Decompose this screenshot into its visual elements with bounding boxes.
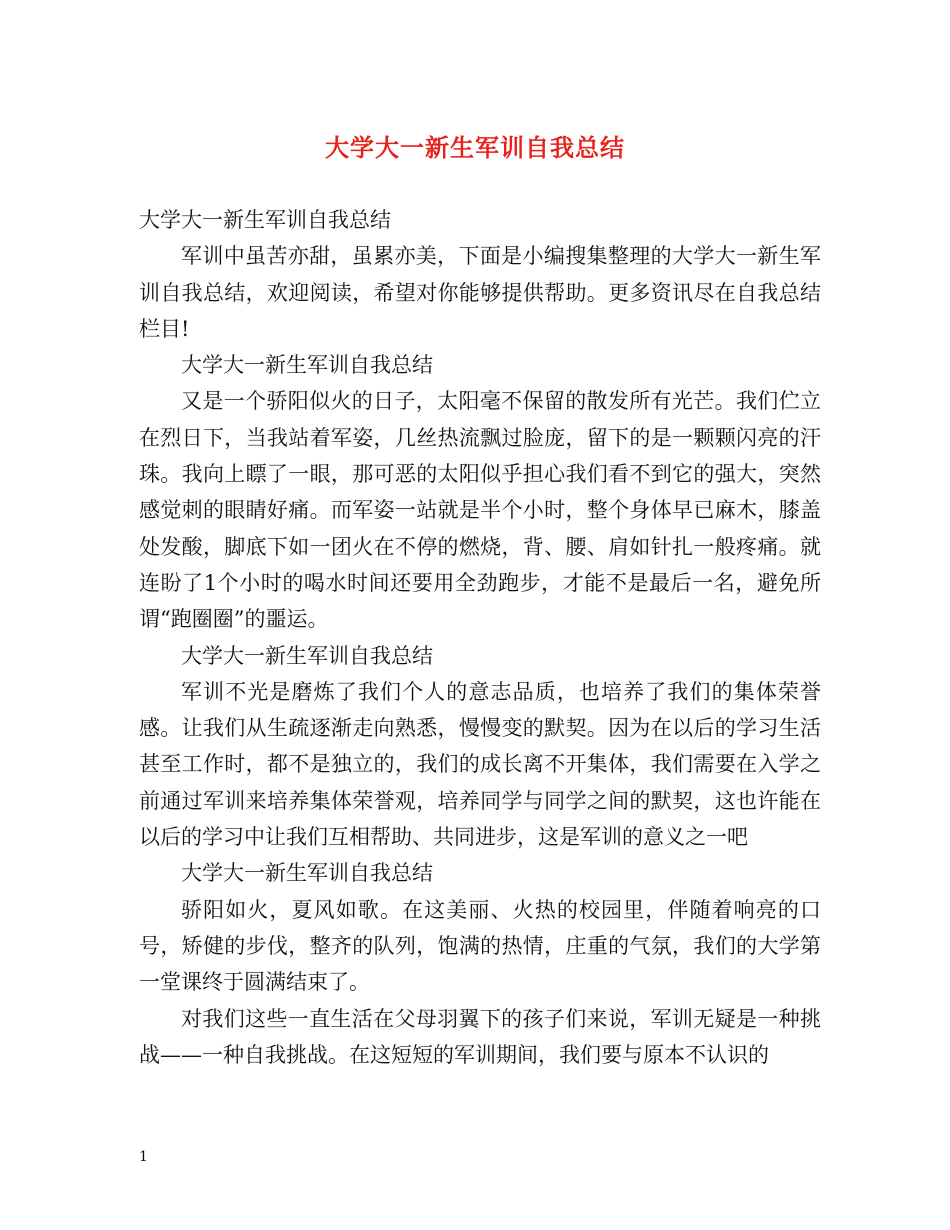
section-heading: 大学大一新生军训自我总结 — [181, 861, 433, 886]
paragraph: 骄阳如火，夏风如歌。在这美丽、火热的校园里，伴随着响亮的口号，矫健的步伐，整齐的队列，饱满的热情，庄重的气氛，我们的大学第一堂课终于圆满结束了。 — [139, 897, 821, 995]
section-heading: 大学大一新生军训自我总结 — [181, 643, 433, 668]
document-title: 大学大一新生军训自我总结 — [325, 133, 625, 162]
document-body — [139, 202, 821, 1073]
paragraph-heading: 大学大一新生军训自我总结 — [139, 208, 391, 232]
paragraph: 又是一个骄阳似火的日子，太阳毫不保留的散发所有光芒。我们伫立在烈日下，当我站着军姿，几丝热流飘过脸庞，留下的是一颗颗闪亮的汗珠。我向上瞟了一眼，那可恶的太阳似乎担心我们看不到它的强大，突然感觉刺的眼睛好痛。而军姿一站就是半个小时，整个身体早已麻木，膝盖处发酸，脚底下如一团火在不停的燃烧，背、腰、肩如针扎一般疼痛。就连盼了1个小时的喝水时间还要用全劲跑步，才能不是最后一名，避免所谓“跑圈圈”的噩运。 — [139, 389, 821, 632]
paragraph: 对我们这些一直生活在父母羽翼下的孩子们来说，军训无疑是一种挑战——一种自我挑战。在这短短的军训期间，我们要与原本不认识的 — [139, 1006, 821, 1067]
paragraph: 军训不光是磨炼了我们个人的意志品质，也培养了我们的集体荣誉感。让我们从生疏逐渐走向熟悉，慢慢变的默契。因为在以后的学习生活甚至工作时，都不是独立的，我们的成长离不开集体，我们需要在入学之前通过军训来培养集体荣誉观，培养同学与同学之间的默契，这也许能在以后的学习中让我们互相帮助、共同进步，这是军训的意义之一吧 — [139, 679, 821, 850]
paragraph-intro: 军训中虽苦亦甜，虽累亦美，下面是小编搜集整理的大学大一新生军训自我总结，欢迎阅读，希望对你能够提供帮助。更多资讯尽在自我总结栏目! — [139, 244, 821, 341]
section-heading: 大学大一新生军训自我总结 — [181, 353, 433, 378]
page-number: 1 — [139, 1149, 148, 1165]
